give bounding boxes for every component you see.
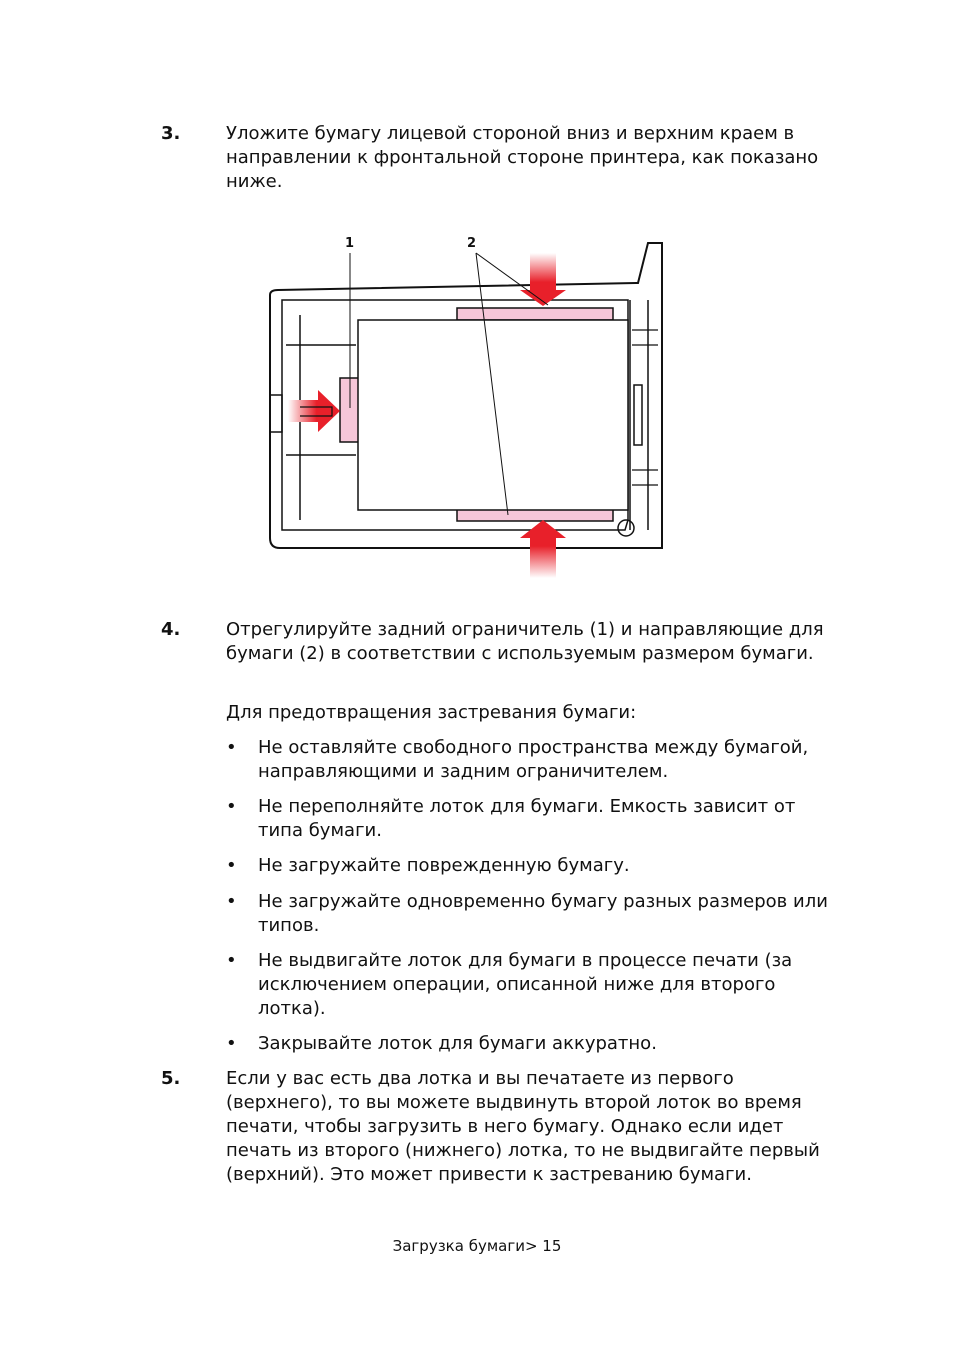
paper-tray-illustration bbox=[260, 225, 680, 585]
bullet-marker: • bbox=[226, 950, 237, 971]
list-item-text: Не оставляйте свободного пространства между бумагой, направляющими и задним ограничителем. bbox=[258, 737, 809, 782]
step-5-number: 5. bbox=[161, 1068, 181, 1089]
callout-1-label: 1 bbox=[345, 236, 355, 251]
step-4-intro: Для предотвращения застревания бумаги: bbox=[226, 702, 637, 723]
list-item-text: Не переполняйте лоток для бумаги. Емкость зависит от типа бумаги. bbox=[258, 796, 796, 841]
step-3-number: 3. bbox=[161, 123, 181, 144]
list-item-text: Закрывайте лоток для бумаги аккуратно. bbox=[258, 1033, 657, 1054]
bullet-marker: • bbox=[226, 737, 237, 758]
list-item-text: Не загружайте поврежденную бумагу. bbox=[258, 855, 630, 876]
callout-2-label: 2 bbox=[467, 236, 477, 251]
page-footer: Загрузка бумаги> 15 bbox=[392, 1237, 562, 1255]
list-item-text: Не выдвигайте лоток для бумаги в процессе печати (за исключением операции, описанной ниже для второго лотка). bbox=[258, 950, 793, 1019]
list-item-text: Не загружайте одновременно бумагу разных размеров или типов. bbox=[258, 891, 828, 936]
step-4-text: Отрегулируйте задний ограничитель (1) и направляющие для бумаги (2) в соответствии с используемым размером бумаги. bbox=[226, 619, 824, 664]
step-5-text: Если у вас есть два лотка и вы печатаете из первого (верхнего), то вы можете выдвинуть второй лоток во время печати, чтобы загрузить в него бумагу. Однако если идет печать из второго (нижнего) лотка, то не выдвигайте первый (верхний). Это может привести к застреванию бумаги. bbox=[226, 1068, 820, 1185]
bullet-marker: • bbox=[226, 891, 237, 912]
step-4-number: 4. bbox=[161, 619, 181, 640]
bullet-marker: • bbox=[226, 796, 237, 817]
step-3-text: Уложите бумагу лицевой стороной вниз и верхним краем в направлении к фронтальной стороне принтера, как показано ниже. bbox=[226, 123, 819, 192]
bullet-marker: • bbox=[226, 1033, 237, 1054]
bullet-marker: • bbox=[226, 855, 237, 876]
